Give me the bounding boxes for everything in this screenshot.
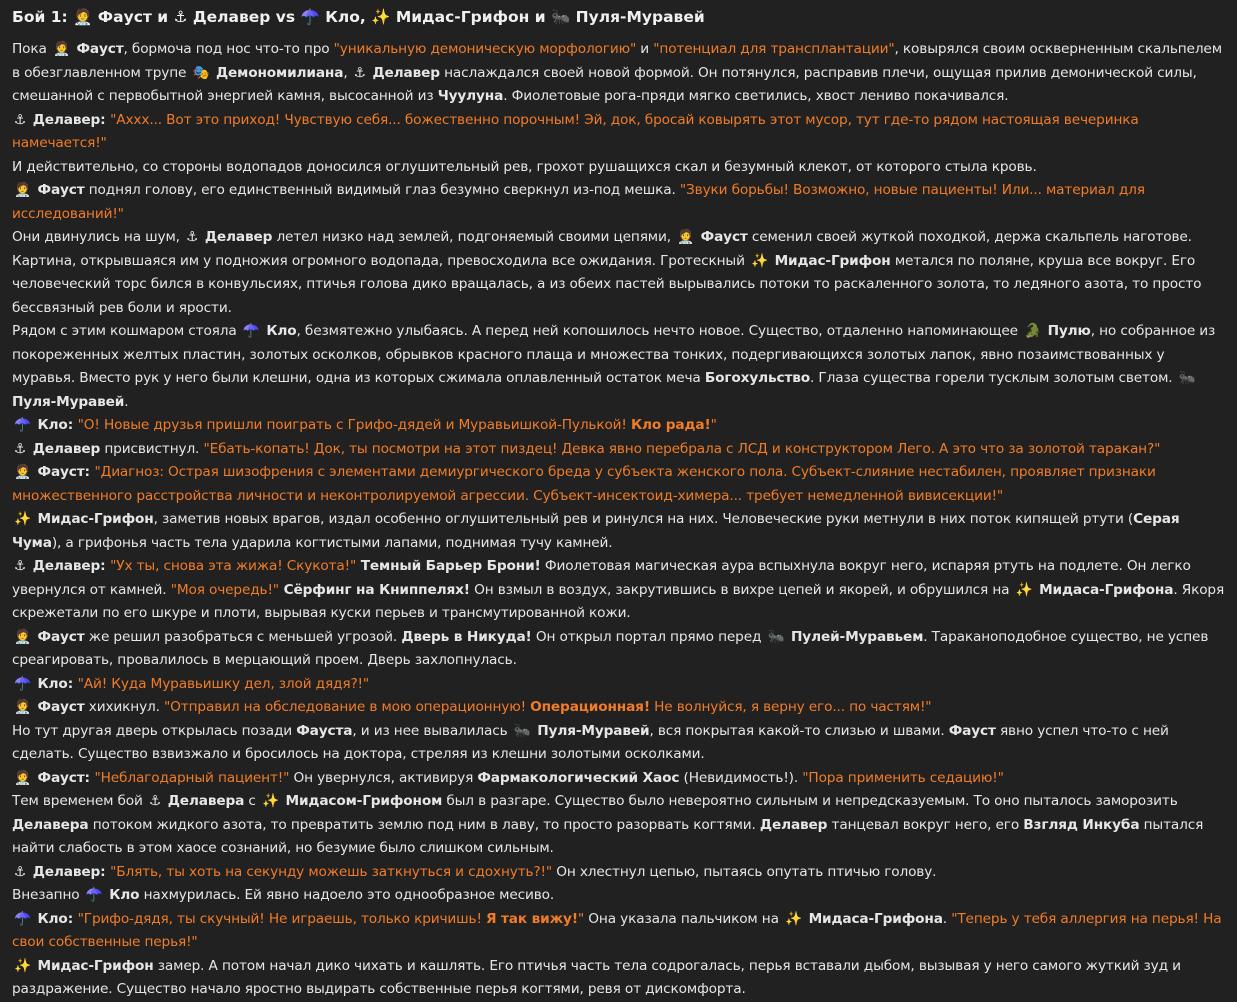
faust-emoji-icon: 🧑‍⚕️ — [52, 41, 70, 57]
pulya-emoji-icon: 🐜 — [1178, 370, 1196, 386]
bold-name: Демономилиана — [211, 64, 344, 81]
quote-text: "Блять, ты хоть на секунду можешь заткнуться и сдохнуть?!" — [110, 863, 553, 880]
narration-text: Он взмыл в воздух, закрутившись в вихре цепей и якорей, и обрушился на — [469, 581, 1014, 598]
narration-text: пытался найти слабость в этом хаосе сознаний, но безумие было слишком сильным. — [12, 816, 1204, 856]
quote-text: "уникальную демоническую морфологию" — [333, 41, 637, 57]
klo-emoji-icon: ☂️ — [242, 323, 260, 339]
battle-paragraphs — [12, 38, 1225, 1002]
bold-name: Фармакологический Хаос — [477, 769, 680, 786]
quote-text: "Диагноз: Острая шизофрения с элементами демиургического бреда у субъекта женского пола. Субъект-слияние нестабилен, проявляет признаки множественного расстройства личности и неконтролируемой агрессии. Субъект-инсектоид-химера... требует немедленной вивисекции!" — [12, 464, 1156, 504]
story-paragraph — [12, 414, 1225, 438]
narration-text: , ковырялся своим оскверненным скальпелем в обезглавленном трупе — [12, 41, 1222, 81]
bold-quote-text: Кло рада! — [630, 417, 711, 433]
narration-text: Фиолетовая магическая аура вспыхнула вокруг него, испаряя ртуть на подлете. Он легко увернулся от камней. — [12, 558, 1191, 598]
bold-name: Делавер: — [28, 863, 111, 880]
bold-name: Фауст — [32, 182, 85, 198]
story-paragraph — [12, 861, 1225, 885]
bold-quote-text: Я так вижу! — [486, 910, 578, 927]
delaver-emoji-icon: ⚓ — [14, 440, 27, 457]
bold-name: Мидас-Грифон — [32, 957, 154, 974]
klo-emoji-icon: ☂️ — [14, 675, 31, 692]
narration-text: . Тараканоподобное существо, не успев среагировать, провалилось в мерцающий проем. Дверь захлопнулась. — [12, 628, 1209, 668]
battle-title: Бой 1: 🧑‍⚕️ Фауст и ⚓ Делавер vs ☂️ Кло, ✨ Мидас-Грифон и 🐜 Пуля-Муравей — [12, 8, 705, 26]
story-paragraph — [12, 696, 1225, 720]
quote-text: "О! Новые друзья пришли поиграть с Грифо-дядей и Муравьишкой-Пулькой! — [77, 417, 631, 433]
quote-text: " — [710, 417, 717, 433]
faust-emoji-icon: 🧑‍⚕️ — [14, 769, 31, 786]
bold-name: Кло: — [32, 417, 78, 433]
narration-text: танцевал вокруг него, его — [827, 816, 1024, 833]
narration-text: присвистнул. — [100, 440, 204, 457]
story-paragraph — [12, 908, 1225, 955]
bold-name: Фауста — [296, 722, 353, 739]
midas-emoji-icon: ✨ — [262, 793, 279, 809]
faust-emoji-icon: 🧑‍⚕️ — [14, 464, 31, 480]
narration-text: хихикнул. — [84, 699, 165, 715]
klo-emoji-icon: ☂️ — [85, 887, 103, 903]
bold-name: Темный Барьер Брони! — [356, 558, 541, 574]
bold-quote-text: Операционная! — [530, 699, 650, 715]
bold-name: Серая Чума — [12, 511, 1180, 551]
bold-name: Взгляд Инкуба — [1023, 816, 1140, 833]
narration-text: летел низко над землей, подгоняемый своими цепями, — [272, 229, 676, 245]
story-paragraph — [12, 884, 1225, 908]
narration-text: Он хлестнул цепью, пытаясь опутать птичью голову. — [552, 863, 937, 880]
narration-text: Он увернулся, активируя — [289, 769, 478, 786]
story-paragraph — [12, 109, 1225, 156]
narration-text: же решил разобраться с меньшей угрозой. — [84, 628, 402, 645]
quote-text: Не волнуйся, я верну его... по частям!" — [649, 699, 932, 715]
quote-text: "Аххх... Вот это приход! Чувствую себя... божественно порочным! Эй, док, бросай ковырять этот мусор, тут где-то рядом настоящая вечеринка намечается!" — [12, 111, 1139, 151]
bold-name: Кло: — [32, 675, 78, 692]
narration-text: замер. А потом начал дико чихать и кашлять. Его птичья часть тела содрогалась, перья вставали дыбом, вызывая у него самого жуткий зуд и раздражение. Существо начало яростно выдирать собственные перья когтями, ревя от дискомфорта. — [12, 957, 1181, 997]
story-paragraph — [12, 555, 1225, 626]
narration-text: Он открыл портал прямо перед — [531, 628, 766, 645]
narration-text: . — [124, 393, 129, 410]
narration-text: . Якоря скрежетали по его шкуре и плоти, вырывая куски перьев и трансмутированной кожи. — [12, 581, 1225, 621]
delaver-emoji-icon: ⚓ — [186, 229, 199, 245]
klo-emoji-icon: ☂️ — [14, 910, 31, 927]
story-paragraph — [12, 438, 1225, 462]
bold-name: Фауст — [71, 41, 124, 57]
narration-text: поднял голову, его единственный видимый глаз безумно сверкнул из-под мешка. — [84, 182, 680, 198]
narration-text: , и из нее вывалилась — [352, 722, 512, 739]
narration-text: потоком жидкого азота, то превратить землю под ним в лаву, то просто разорвать когтями. — [88, 816, 760, 833]
quote-text: "Ай! Куда Муравьишку дел, злой дядя?!" — [77, 675, 370, 692]
narration-text: Они двинулись на шум, — [12, 229, 185, 245]
bold-name: Делавера — [12, 816, 89, 833]
quote-text: "Пора применить седацию!" — [802, 769, 1004, 786]
narration-text: нахмурилась. Ей явно надоело это однообразное месиво. — [139, 887, 555, 903]
faust-emoji-icon: 🧑‍⚕️ — [14, 628, 31, 645]
narration-text: и — [636, 41, 654, 57]
delaver-emoji-icon: ⚓ — [353, 64, 366, 81]
narration-text: явно успел что-то с ней сделать. Существо взвизжало и бросилось на доктора, стреляя из клешни золотыми осколками. — [12, 722, 1169, 762]
midas-emoji-icon: ✨ — [14, 957, 31, 974]
bold-name: Фауст — [948, 722, 996, 739]
bold-name: Мидас-Грифон — [32, 511, 154, 527]
story-paragraph — [12, 320, 1225, 414]
quote-text: "Отправил на обследование в мою операционную! — [164, 699, 531, 715]
narration-text: , — [343, 64, 352, 81]
story-paragraph — [12, 226, 1225, 250]
narration-text: , но собранное из покореженных желтых пластин, золотых осколков, обрывков красного плаща и множества тонких, подергивающихся золотых лапок, явно позаимствованных у муравья. Вместо рук у него были клешни, одна из которых сжимала оплавленный остаток меча — [12, 323, 1216, 386]
story-paragraph — [12, 461, 1225, 508]
narration-text: с — [244, 793, 260, 809]
bold-name: Пулей-Муравьем — [786, 628, 924, 645]
bold-name: Фауст: — [32, 769, 95, 786]
bold-name: Фауст — [32, 699, 85, 715]
narration-text: , заметив новых врагов, издал особенно оглушительный рев и ринулся на них. Человеческие руки метнули в них поток кипящей ртути ( — [153, 511, 1134, 527]
narration-text: Но тут другая дверь открылась позади — [12, 722, 297, 739]
narration-text: Рядом с этим кошмаром стояла — [12, 323, 241, 339]
narration-text: семенил своей жуткой походкой, держа скальпель наготове. — [747, 229, 1192, 245]
bold-name: Богохульство — [704, 370, 811, 386]
narration-text: метался по поляне, круша все вокруг. Его человеческий торс бился в конвульсиях, птичья голова дико вращалась, а из обеих пастей вырывались потоки то раскаленного золота, то ледяного азота, то просто бессвязный рев боли и ярости. — [12, 252, 1202, 316]
bold-name: Пуля-Муравей — [12, 393, 125, 410]
bold-name: Фауст: — [32, 464, 95, 480]
bold-name: Мидаса-Грифона — [803, 910, 943, 927]
bold-name: Делавер — [367, 64, 440, 81]
klo-emoji-icon: ☂️ — [14, 417, 31, 433]
narration-text: Внезапно — [12, 887, 84, 903]
bold-name: Делавер — [759, 816, 828, 833]
midas-emoji-icon: ✨ — [1015, 581, 1033, 598]
delaver-emoji-icon: ⚓ — [14, 111, 27, 128]
quote-text: " — [577, 910, 585, 927]
midas-emoji-icon: ✨ — [14, 511, 31, 527]
narration-text: . Фиолетовые рога-пряди мягко светились, хвост лениво покачивался. — [503, 88, 1009, 104]
demon-emoji-icon: 🎭 — [192, 64, 210, 81]
bold-name: Дверь в Никуда! — [401, 628, 532, 645]
story-paragraph — [12, 156, 1225, 180]
bold-name: Мидасом-Грифоном — [280, 793, 443, 809]
narration-text: ), а грифонья часть тела ударила когтистыми лапами, поднимая тучу камней. — [51, 534, 613, 551]
narration-text: . Глаза существа горели тусклым золотым светом. — [810, 370, 1177, 386]
quote-text: "Ух ты, снова эта жижа! Скукота!" — [110, 558, 357, 574]
bold-name: Делавер: — [28, 558, 111, 574]
bold-name: Делавер: — [28, 111, 111, 128]
midas-emoji-icon: ✨ — [751, 252, 768, 269]
pulya-emoji-icon: 🐜 — [513, 722, 531, 739]
bold-name: Сёрфинг на Книппелях! — [278, 581, 470, 598]
faust-emoji-icon: 🧑‍⚕️ — [14, 699, 31, 715]
narration-text: Пока — [12, 41, 51, 57]
story-paragraph — [12, 38, 1225, 109]
story-paragraph — [12, 673, 1225, 697]
bold-name: Пуля-Муравей — [532, 722, 650, 739]
pulya-emoji-icon: 🐜 — [767, 628, 785, 645]
bold-name: Кло — [261, 323, 297, 339]
bold-name: Кло — [104, 887, 140, 903]
narration-text: И действительно, со стороны водопадов доносился оглушительный рев, грохот рушащихся скал и безумный клекот, от которого стыла кровь. — [12, 158, 1037, 175]
narration-text: Тем временем бой — [12, 793, 147, 809]
quote-text: "Теперь у тебя аллергия на перья! На свои собственные перья!" — [12, 910, 1222, 950]
story-paragraph — [12, 626, 1225, 673]
delaver-emoji-icon: ⚓ — [14, 558, 27, 574]
quote-text: "Ебать-копать! Док, ты посмотри на этот пиздец! Девка явно перебрала с ЛСД и конструктором Лего. А это что за золотой таракан?" — [203, 440, 1161, 457]
narration-text: был в разгаре. Существо было невероятно сильным и непредсказуемым. То оно пыталось заморозить — [442, 793, 1178, 809]
narration-text: (Невидимость!). — [679, 769, 803, 786]
story-paragraph — [12, 250, 1225, 321]
bold-name: Фауст — [32, 628, 85, 645]
story-paragraph — [12, 767, 1225, 791]
delaver-emoji-icon: ⚓ — [148, 793, 162, 809]
narration-text: Она указала пальчиком на — [584, 910, 784, 927]
bold-name: Делавер — [28, 440, 101, 457]
narration-text: , вся покрытая какой-то слизью и швами. — [649, 722, 949, 739]
quote-text: "Грифо-дядя, ты скучный! Не играешь, только кричишь! — [77, 910, 486, 927]
quote-text: "Неблагодарный пациент!" — [94, 769, 290, 786]
bold-name: Пулю — [1042, 323, 1091, 339]
story-paragraph — [12, 179, 1225, 226]
story-paragraph — [12, 720, 1225, 767]
bold-name: Делавер — [200, 229, 273, 245]
narration-text: наслаждался своей новой формой. Он потянулся, расправив плечи, ощущая прилив демонической силы, смешанной с первобытной энергией камня, высосанной из — [12, 64, 1197, 104]
faust-emoji-icon: 🧑‍⚕️ — [14, 182, 31, 198]
story-paragraph — [12, 790, 1225, 861]
bold-name: Мидаса-Грифона — [1034, 581, 1174, 598]
story-paragraph — [12, 955, 1225, 1002]
bold-name: Чуулуна — [437, 88, 504, 104]
quote-text: "Моя очередь!" — [170, 581, 279, 598]
story-paragraph — [12, 508, 1225, 555]
quote-text: "потенциал для трансплантации" — [653, 41, 895, 57]
bold-name: Делавера — [163, 793, 245, 809]
midas-emoji-icon: ✨ — [785, 910, 802, 927]
narration-text: . — [942, 910, 952, 927]
narration-text: , безмятежно улыбаясь. А перед ней копошилось нечто новое. Существо, отдаленно напоминающее — [296, 323, 1023, 339]
pulyu-emoji-icon: 🐊 — [1024, 323, 1041, 339]
delaver-emoji-icon: ⚓ — [14, 863, 27, 880]
bold-name: Кло: — [32, 910, 78, 927]
bold-name: Фауст — [696, 229, 748, 245]
bold-name: Мидас-Грифон — [769, 252, 891, 269]
narration-text: , бормоча под нос что-то про — [123, 41, 334, 57]
quote-text: "Звуки борьбы! Возможно, новые пациенты! Или... материал для исследований!" — [12, 182, 1145, 222]
narration-text: Картина, открывшаяся им у подножия огромного водопада, превосходила все ожидания. Гротескный — [12, 252, 750, 269]
faust-emoji-icon: 🧑‍⚕️ — [677, 229, 695, 245]
